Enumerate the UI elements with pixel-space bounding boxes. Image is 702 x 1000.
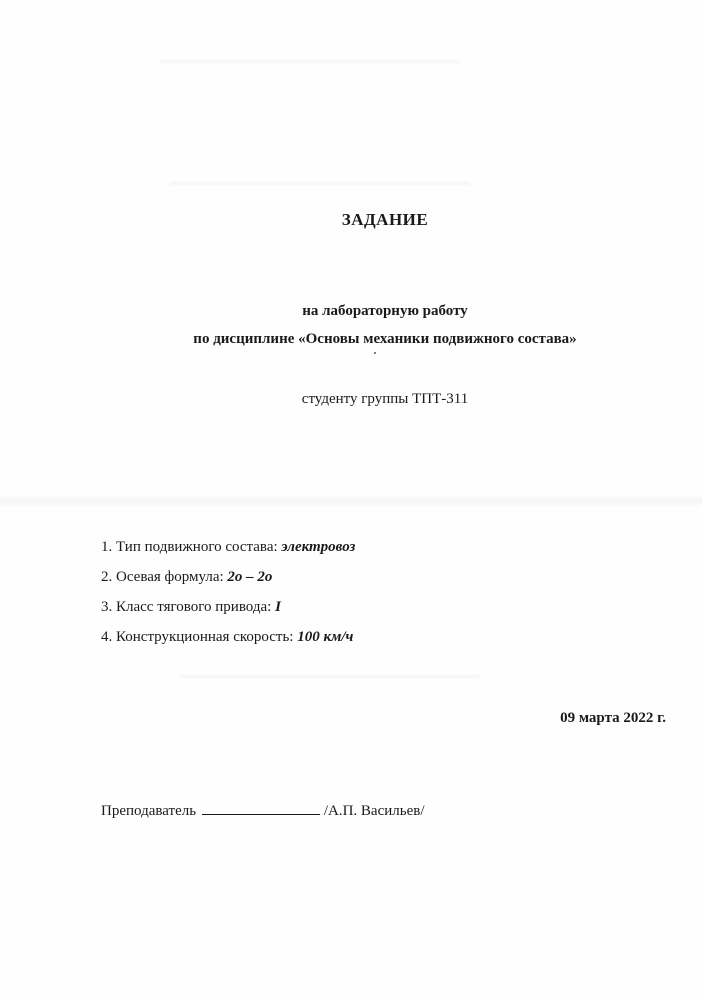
document-title: ЗАДАНИЕ <box>341 210 429 229</box>
spec-label: 3. Класс тягового привода: <box>101 599 276 615</box>
signature-blank <box>202 800 320 815</box>
document-subtitle-line-1: на лабораторную работу <box>302 303 468 319</box>
signature-line <box>101 800 425 820</box>
scan-artifact <box>160 60 460 63</box>
scan-artifact <box>180 675 480 678</box>
spec-value: 100 км/ч <box>297 629 354 645</box>
scan-speck <box>374 352 376 354</box>
spec-item-design-speed <box>101 627 355 657</box>
signature-name: /А.П. Васильев/ <box>323 803 425 819</box>
spec-label: 1. Тип подвижного состава: <box>101 539 282 555</box>
spec-label: 2. Осевая формула: <box>101 569 228 585</box>
document-subtitle-line-2: по дисциплине «Основы механики подвижного состава» <box>193 331 577 347</box>
signature-role: Преподаватель <box>101 803 197 819</box>
spec-value: электровоз <box>281 539 356 555</box>
student-group-line: студенту группы ТПТ-311 <box>301 391 469 407</box>
spec-item-rolling-stock-type <box>101 537 355 567</box>
specification-list <box>101 537 355 657</box>
scan-artifact <box>170 182 470 185</box>
spec-value: I <box>275 599 281 615</box>
spec-item-traction-drive-class <box>101 597 355 627</box>
scan-fold-shadow <box>0 494 702 508</box>
document-date: 09 марта 2022 г. <box>560 710 666 726</box>
spec-item-axle-formula <box>101 567 355 597</box>
spec-value: 2о – 2о <box>227 569 273 585</box>
spec-label: 4. Конструкционная скорость: <box>101 629 298 645</box>
